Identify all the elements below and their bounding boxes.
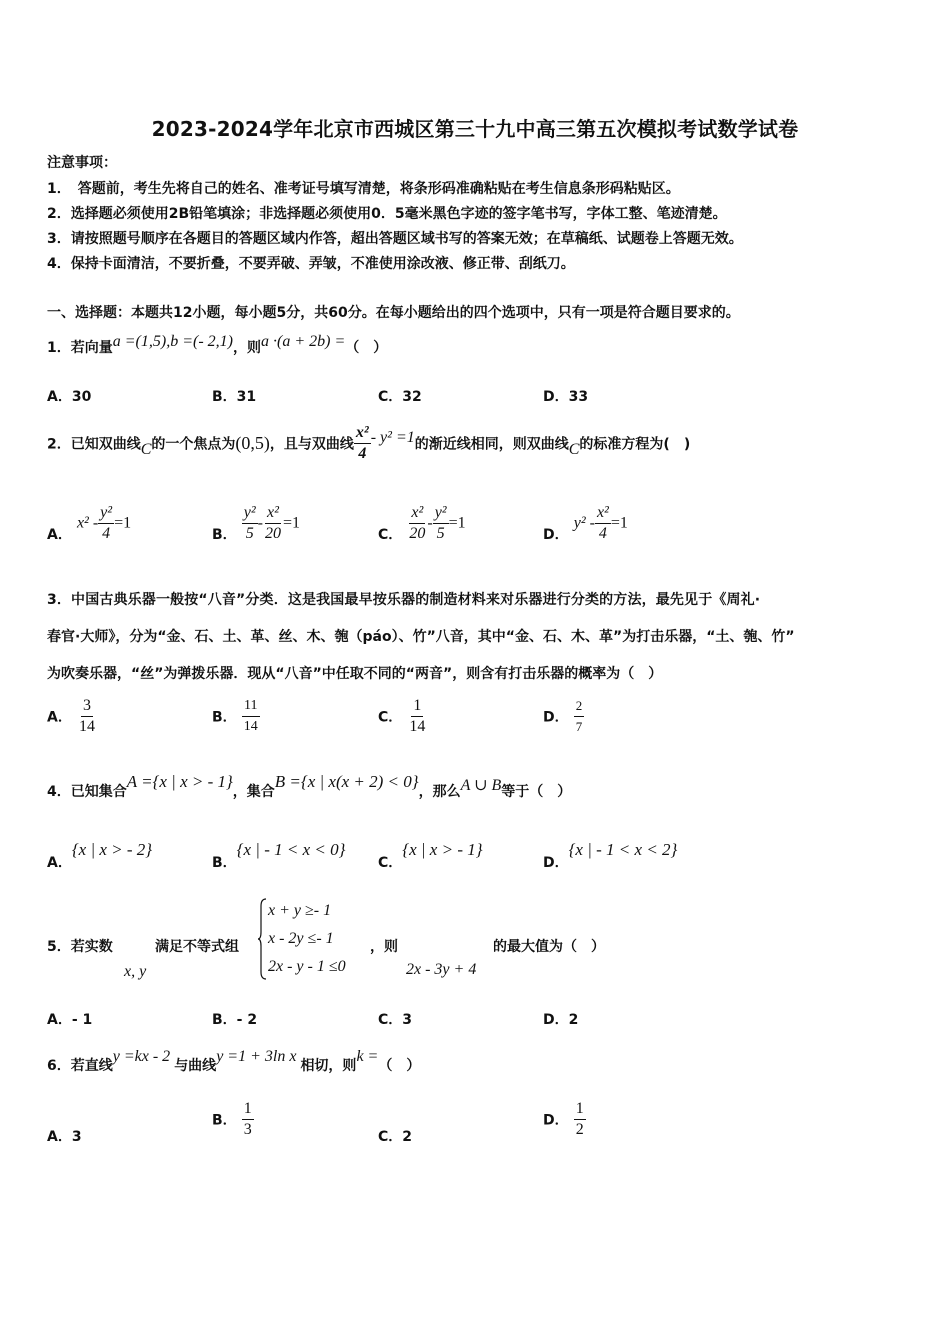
q1-expression: a ·(a + 2b) = bbox=[260, 333, 346, 350]
q6-d-den: 2 bbox=[575, 1121, 584, 1138]
q2-prefix: 2．已知双曲线 bbox=[47, 436, 141, 453]
notice-item-3: 3．请按照题号顺序在各题目的答题区域内作答，超出答题区域书写的答案无效；在草稿纸、试题卷上答题无效。 bbox=[47, 231, 743, 247]
q3-c-frac bbox=[407, 697, 427, 736]
q6-label-d: D． bbox=[543, 1112, 569, 1129]
q2-option-a bbox=[47, 504, 131, 543]
q4-d-set: {x | - 1 < x < 2} bbox=[568, 840, 678, 859]
q2-label-c: C． bbox=[378, 526, 403, 543]
q2-a-pre: x² - bbox=[76, 514, 99, 532]
q6-mid2: 相切，则 bbox=[300, 1058, 357, 1074]
question-2 bbox=[47, 424, 690, 463]
q4-mid2: ，那么 bbox=[418, 784, 461, 800]
q4-union: A ∪ B bbox=[460, 777, 502, 794]
q1-prefix: 1．若向量 bbox=[47, 340, 113, 356]
q2-b-n1: y² bbox=[242, 504, 258, 524]
q2-c: C bbox=[140, 440, 152, 458]
q2-label-a: A． bbox=[47, 526, 72, 543]
q2-d-post: =1 bbox=[610, 514, 628, 532]
q5-option-a: A．- 1 bbox=[47, 1012, 93, 1028]
q5-ineq-3: 2x - y - 1 ≤0 bbox=[268, 958, 346, 975]
q1-suffix: （ ） bbox=[345, 340, 388, 356]
q1-option-c: C．32 bbox=[378, 389, 422, 405]
q6-k: k = bbox=[356, 1048, 379, 1065]
q3-option-a bbox=[47, 697, 97, 736]
q6-b-num: 1 bbox=[242, 1100, 254, 1120]
notice-heading: 注意事项： bbox=[47, 155, 117, 171]
q4-prefix: 4．已知集合 bbox=[47, 784, 127, 800]
q2-d-den: 4 bbox=[598, 525, 607, 542]
q2-fraction bbox=[354, 424, 371, 463]
q6-c-value: 2 bbox=[402, 1129, 413, 1145]
notice-item-1: 1． 答题前，考生先将自己的姓名、准考证号填写清楚，将条形码准确粘贴在考生信息条形码粘贴区。 bbox=[47, 181, 680, 197]
q3-label-b: B． bbox=[212, 709, 237, 726]
q3-line-1: 3．中国古典乐器一般按“八音”分类．这是我国最早按乐器的制造材料来对乐器进行分类的方法，最先见于《周礼· bbox=[47, 592, 761, 608]
q2-focus: (0,5) bbox=[235, 433, 270, 453]
q3-d-num: 2 bbox=[574, 697, 585, 717]
section-heading: 一、选择题：本题共12小题，每小题5分，共60分。在每小题给出的四个选项中，只有一项是符合题目要求的。 bbox=[47, 305, 740, 321]
q6-option-c bbox=[378, 1126, 412, 1146]
q6-label-b: B． bbox=[212, 1112, 237, 1129]
q6-d-num: 1 bbox=[574, 1100, 586, 1120]
q4-a-set: {x | x > - 2} bbox=[71, 840, 153, 859]
q2-c-frac2 bbox=[433, 504, 449, 543]
q3-b-num: 11 bbox=[242, 697, 259, 717]
left-brace-icon bbox=[258, 898, 268, 980]
q4-label-b: B． bbox=[212, 855, 237, 871]
q2-b-frac1 bbox=[242, 504, 258, 543]
q6-label-a: A． bbox=[47, 1129, 72, 1145]
q2-d-pre: y² - bbox=[573, 514, 595, 532]
q5-ineq-1: x + y ≥- 1 bbox=[268, 902, 332, 919]
q2-label-b: B． bbox=[212, 526, 237, 543]
q3-label-c: C． bbox=[378, 709, 403, 726]
page-title: 2023-2024学年北京市西城区第三十九中高三第五次模拟考试数学试卷 bbox=[151, 117, 799, 141]
q4-option-a bbox=[47, 840, 153, 871]
q3-c-den: 14 bbox=[409, 718, 426, 735]
q2-c2: C bbox=[568, 440, 580, 458]
q5-vars: x, y bbox=[124, 963, 147, 980]
q5-prefix: 5．若实数 bbox=[47, 939, 113, 955]
q2-b-frac2 bbox=[263, 504, 283, 543]
notice-item-2: 2．选择题必须使用2B铅笔填涂；非选择题必须使用0．5毫米黑色字迹的签字笔书写，字体工整、笔迹清楚。 bbox=[47, 206, 727, 222]
q6-suffix: （ ） bbox=[378, 1058, 421, 1074]
q5-suffix: 的最大值为（ ） bbox=[493, 939, 605, 955]
q3-line-2: 春官·大师》，分为“金、石、土、革、丝、木、匏（páo）、竹”八音，其中“金、石、木、革”为打击乐器，“土、匏、竹” bbox=[47, 629, 795, 645]
q2-label-d: D． bbox=[543, 526, 569, 543]
q5-mid: 满足不等式组 bbox=[155, 939, 239, 955]
q2-b-mid: - bbox=[257, 514, 263, 532]
q5-option-c: C．3 bbox=[378, 1012, 413, 1028]
q2-c-n2: y² bbox=[433, 504, 449, 524]
q6-b-frac bbox=[242, 1100, 254, 1139]
q2-a-post: =1 bbox=[114, 514, 132, 532]
q4-b-set: {x | - 1 < x < 0} bbox=[236, 840, 346, 859]
q2-rest: - y² =1 bbox=[370, 428, 415, 446]
q6-d-frac bbox=[574, 1100, 586, 1139]
q2-d-num: x² bbox=[595, 504, 611, 524]
q2-frac-den: 4 bbox=[358, 445, 367, 462]
q3-line-3: 为吹奏乐器，“丝”为弹拨乐器．现从“八音”中任取不同的“两音”，则含有打击乐器的概率为（ ） bbox=[47, 666, 663, 682]
q2-b-post: =1 bbox=[283, 514, 301, 532]
q2-c-d2: 5 bbox=[436, 525, 445, 542]
q3-label-a: A． bbox=[47, 709, 72, 726]
q5-option-d: D．2 bbox=[543, 1012, 579, 1028]
q2-a-den: 4 bbox=[102, 525, 111, 542]
q2-c-post: =1 bbox=[448, 514, 466, 532]
q5-brace bbox=[258, 898, 264, 978]
q6-option-d bbox=[543, 1100, 586, 1139]
q2-c-d1: 20 bbox=[409, 525, 426, 542]
q2-t4: 的标准方程为( ) bbox=[579, 436, 691, 453]
q3-b-frac bbox=[242, 697, 260, 736]
q4-label-c: C． bbox=[378, 855, 403, 871]
q6-a-value: 3 bbox=[71, 1129, 82, 1145]
q3-d-den: 7 bbox=[575, 719, 583, 734]
q6-line: y =kx - 2 bbox=[112, 1048, 171, 1065]
q2-a-frac bbox=[98, 504, 114, 543]
q2-a-num: y² bbox=[98, 504, 114, 524]
question-1 bbox=[47, 333, 388, 357]
q3-label-d: D． bbox=[543, 709, 569, 726]
q4-label-d: D． bbox=[543, 855, 569, 871]
q6-label-c: C． bbox=[378, 1129, 403, 1145]
q2-b-d2: 20 bbox=[265, 525, 281, 542]
q4-set-a: A ={x | x > - 1} bbox=[126, 772, 233, 791]
q6-prefix: 6．若直线 bbox=[47, 1058, 113, 1074]
q4-c-set: {x | x > - 1} bbox=[402, 840, 483, 859]
q5-expr: 2x - 3y + 4 bbox=[406, 961, 477, 978]
q6-option-a bbox=[47, 1126, 82, 1146]
q1-option-b: B．31 bbox=[212, 389, 257, 405]
q2-c-frac1 bbox=[407, 504, 427, 543]
q2-c-mid: - bbox=[427, 514, 433, 532]
q2-frac-num: x² bbox=[354, 424, 371, 444]
q2-d-frac bbox=[595, 504, 611, 543]
q2-option-b bbox=[212, 504, 300, 543]
q3-option-d bbox=[543, 697, 584, 736]
q4-set-b: B ={x | x(x + 2) < 0} bbox=[274, 772, 419, 791]
q6-b-den: 3 bbox=[243, 1121, 252, 1138]
q6-curve: y =1 + 3ln x bbox=[216, 1048, 297, 1065]
q4-option-c bbox=[378, 840, 483, 871]
q3-c-num: 1 bbox=[411, 697, 423, 717]
q2-c-n1: x² bbox=[409, 504, 425, 524]
q4-mid: ，集合 bbox=[232, 784, 275, 800]
q2-t2: ，且与双曲线 bbox=[269, 436, 354, 453]
q4-option-b bbox=[212, 840, 346, 871]
q1-vectors: a =(1,5),b =(- 2,1) bbox=[112, 333, 233, 350]
q5-ineq-2: x - 2y ≤- 1 bbox=[268, 930, 334, 947]
question-6 bbox=[47, 1048, 421, 1075]
q3-a-den: 14 bbox=[78, 718, 95, 735]
question-4 bbox=[47, 772, 572, 801]
q6-option-b bbox=[212, 1100, 254, 1139]
q4-label-a: A． bbox=[47, 855, 72, 871]
q2-b-d1: 5 bbox=[245, 525, 254, 542]
q2-option-d bbox=[543, 504, 628, 543]
q3-a-frac bbox=[77, 697, 97, 736]
q3-option-c bbox=[378, 697, 427, 736]
q5-mid2: ，则 bbox=[370, 939, 398, 955]
q3-option-b bbox=[212, 697, 260, 736]
q5-option-b: B．- 2 bbox=[212, 1012, 258, 1028]
q3-b-den: 14 bbox=[243, 719, 258, 734]
notice-item-4: 4．保持卡面清洁，不要折叠，不要弄破、弄皱，不准使用涂改液、修正带、刮纸刀。 bbox=[47, 256, 575, 272]
q2-t3: 的渐近线相同，则双曲线 bbox=[414, 436, 569, 453]
q1-option-d: D．33 bbox=[543, 389, 589, 405]
q2-b-n2: x² bbox=[265, 504, 281, 524]
q4-suffix: 等于（ ） bbox=[501, 784, 572, 800]
q2-option-c bbox=[378, 504, 466, 543]
q1-option-a: A．30 bbox=[47, 389, 92, 405]
q1-mid: ，则 bbox=[232, 340, 261, 356]
q6-mid: 与曲线 bbox=[174, 1058, 217, 1074]
q3-d-frac bbox=[574, 697, 585, 736]
q3-a-num: 3 bbox=[81, 697, 93, 717]
q2-t1: 的一个焦点为 bbox=[151, 436, 236, 453]
q4-option-d bbox=[543, 840, 678, 871]
